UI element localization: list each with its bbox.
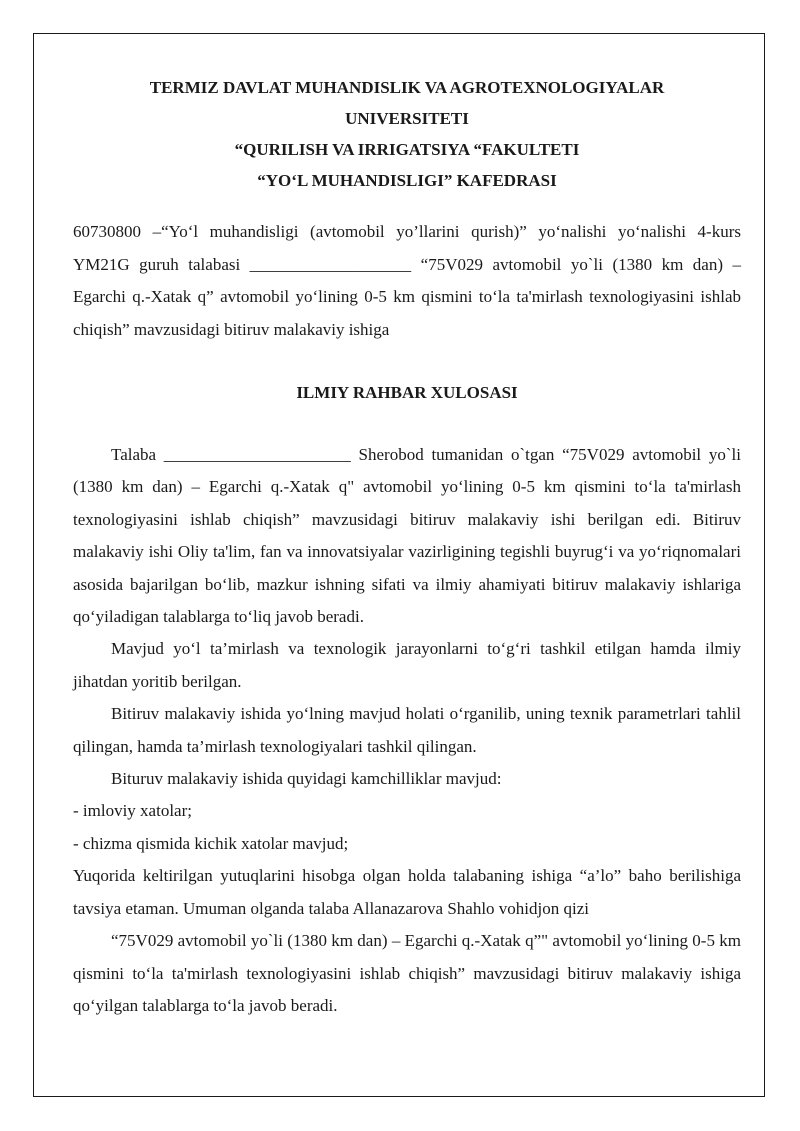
- document-content: [73, 72, 741, 1022]
- document-header: [73, 72, 741, 196]
- body-paragraph-1: Talaba ______________________ Sherobod tumanidan o`tgan “75V029 avtomobil yo`li (1380 km dan) – Egarchi q.-Xatak q" avtomobil yo‘lining 0-5 km qismini to‘la ta'mirlash texnologiyasini ishlab chiqish” mavzusidagi bitiruv malakaviy ishi berilgan edi. Bitiruv malakaviy ishi Oliy ta'lim, fan va innovatsiyalar vazirligining tegishli buyrug‘i va yo‘riqnomalari asosida bajarilgan bo‘lib, mazkur ishning sifati va ilmiy ahamiyati bitiruv malakaviy ishlariga qo‘yiladigan talablarga to‘liq javob beradi.: [73, 445, 741, 627]
- intro-paragraph: 60730800 –“Yo‘l muhandisligi (avtomobil yo’llarini qurish)” yo‘nalishi yo‘nalishi 4-kurs YM21G guruh talabasi ___________________ “75V029 avtomobil yo`li (1380 km dan) – Egarchi q.-Xatak q” avtomobil yo‘lining 0-5 km qismini to‘la ta'mirlash texnologiyasini ishlab chiqish” mavzusidagi bitiruv malakaviy ishiga: [73, 222, 741, 339]
- list-item-2: - chizma qismida kichik xatolar mavjud;: [73, 833, 349, 853]
- conclusion-paragraph: Yuqorida keltirilgan yutuqlarini hisobga olgan holda talabaning ishiga “a’lo” baho berilishiga tavsiya etaman. Umuman olganda talaba Allanazarova Shahlo vohidjon qizi: [73, 866, 741, 918]
- header-faculty: “QURILISH VA IRRIGATSIYA “FAKULTETI: [234, 140, 580, 159]
- body-paragraph-3: Bitiruv malakaviy ishida yo‘lning mavjud holati o‘rganilib, uning texnik parametrlari tahlil qilingan, hamda ta’mirlash texnologiyalari tashkil qilingan.: [73, 704, 741, 756]
- header-department: “YO‘L MUHANDISLIGI” KAFEDRASI: [257, 171, 557, 190]
- final-paragraph: “75V029 avtomobil yo`li (1380 km dan) – Egarchi q.-Xatak q”" avtomobil yo‘lining 0-5 km qismini to‘la ta'mirlash texnologiyasini ishlab chiqish” mavzusidagi bitiruv malakaviy ishiga qo‘yilgan talablarga to‘la javob beradi.: [73, 931, 741, 1015]
- list-item-1: - imloviy xatolar;: [73, 801, 192, 821]
- document-body: [73, 439, 741, 1022]
- header-university-line1: TERMIZ DAVLAT MUHANDISLIK VA AGROTEXNOLOGIYALAR: [149, 78, 665, 97]
- document-title: ILMIY RAHBAR XULOSASI: [296, 383, 518, 402]
- header-university-line2: UNIVERSITETI: [345, 109, 469, 128]
- body-paragraph-2: Mavjud yo‘l ta’mirlash va texnologik jarayonlarni to‘g‘ri tashkil etilgan hamda ilmiy jihatdan yoritib berilgan.: [73, 639, 741, 691]
- body-paragraph-4: Bituruv malakaviy ishida quyidagi kamchilliklar mavjud:: [111, 769, 502, 789]
